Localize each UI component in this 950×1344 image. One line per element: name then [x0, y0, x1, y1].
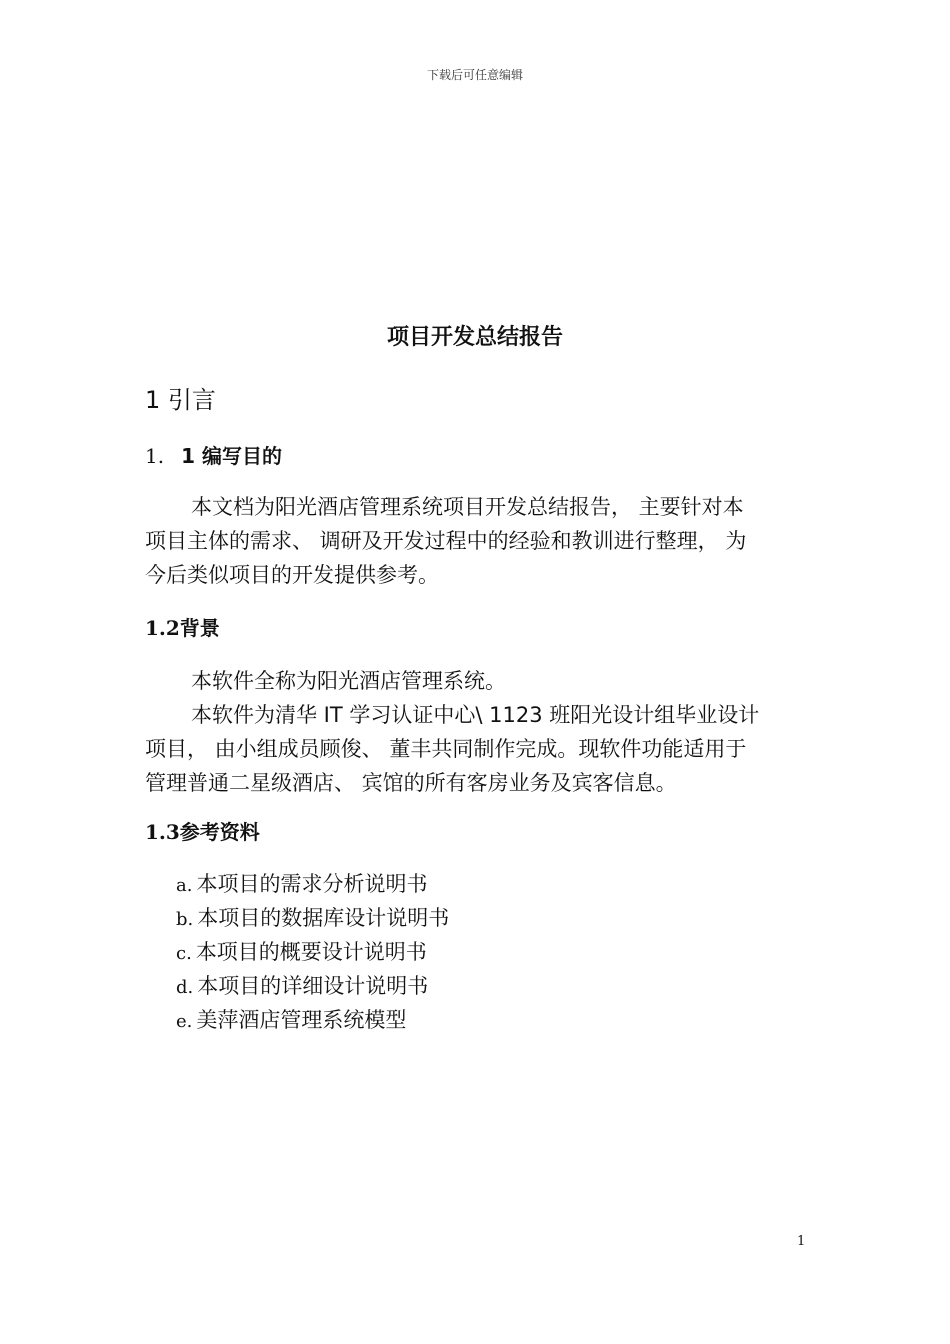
page-number: 1	[797, 1234, 806, 1249]
list-item-text: 本项目的数据库设计说明书	[197, 906, 450, 930]
list-marker: b.	[176, 909, 194, 930]
subsection-title: 1 编写目的	[181, 444, 282, 468]
subsection-title: 背景	[179, 616, 220, 640]
list-item	[176, 868, 449, 902]
list-item-text: 本项目的概要设计说明书	[195, 940, 427, 964]
paragraph-line: 管理普通二星级酒店、 宾馆的所有客房业务及宾客信息。	[145, 771, 677, 795]
list-marker: e.	[176, 1011, 193, 1032]
paragraph-line: 今后类似项目的开发提供参考。	[145, 563, 439, 587]
subsection-number: 1.3	[145, 820, 180, 844]
background-paragraph	[145, 664, 810, 800]
list-marker: c.	[176, 943, 192, 964]
subsection-number: 1.2	[145, 616, 180, 640]
subsection-heading-references	[145, 816, 260, 845]
paragraph-line: 本软件为清华 IT 学习认证中心\ 1123 班阳光设计组毕业设计	[191, 703, 760, 727]
list-item	[176, 936, 449, 970]
reference-list	[176, 868, 449, 1038]
paragraph-line: 本软件全称为阳光酒店管理系统。	[191, 669, 506, 693]
paragraph-line: 项目， 由小组成员顾俊、 董丰共同制作完成。现软件功能适用于	[145, 737, 747, 761]
paragraph-line: 本文档为阳光酒店管理系统项目开发总结报告， 主要针对本	[191, 495, 744, 519]
document-title: 项目开发总结报告	[386, 325, 563, 350]
page-header: 下载后可任意编辑	[426, 68, 523, 82]
section-heading-introduction: 1 引言	[145, 386, 216, 414]
subsection-number: 1.	[145, 444, 165, 468]
list-item	[176, 1004, 449, 1038]
list-item-text: 本项目的详细设计说明书	[197, 974, 429, 998]
subsection-title: 参考资料	[179, 820, 260, 844]
list-marker: d.	[176, 977, 194, 998]
list-item	[176, 970, 449, 1004]
paragraph-line: 项目主体的需求、 调研及开发过程中的经验和教训进行整理， 为	[145, 529, 747, 553]
list-item-text: 美萍酒店管理系统模型	[196, 1008, 407, 1032]
list-marker: a.	[176, 875, 193, 896]
list-item	[176, 902, 449, 936]
subsection-heading-purpose	[145, 440, 282, 469]
purpose-paragraph	[145, 490, 810, 592]
list-item-text: 本项目的需求分析说明书	[196, 872, 428, 896]
subsection-heading-background	[145, 612, 220, 641]
